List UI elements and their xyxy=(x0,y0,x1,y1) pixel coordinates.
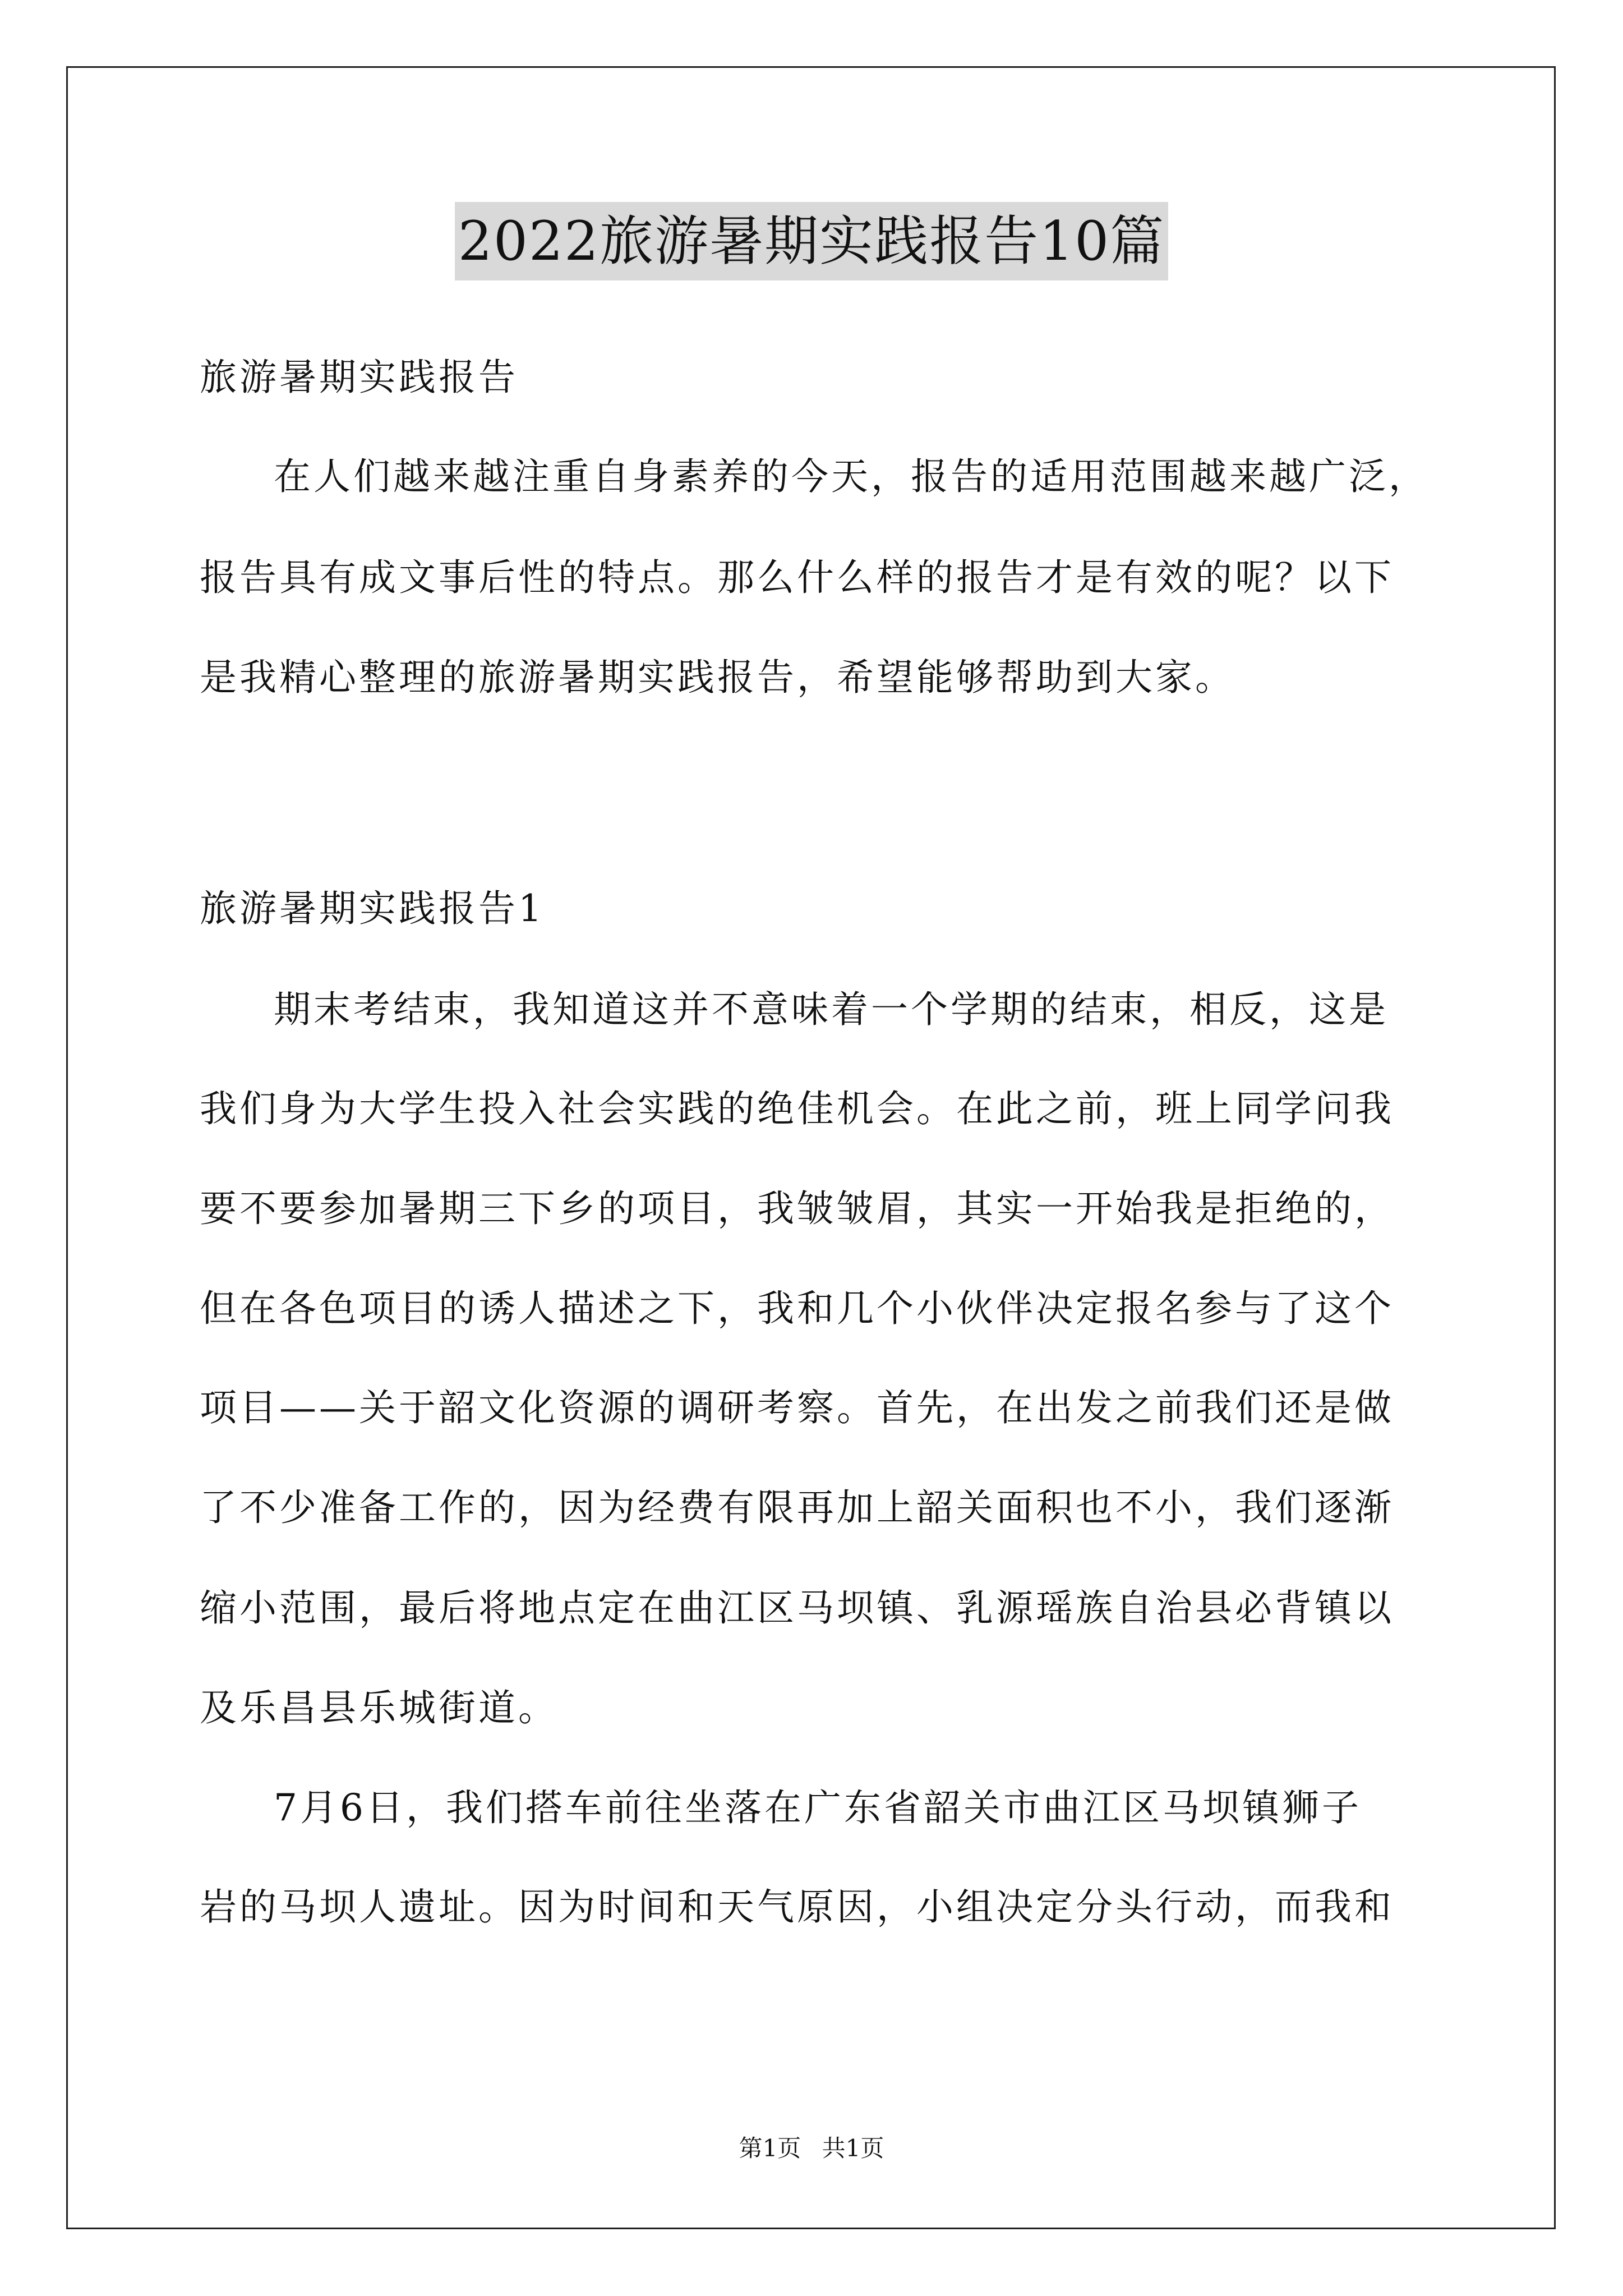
paragraph-line: 及乐昌县乐城街道。 xyxy=(200,1686,558,1729)
paragraph-line: 7月6日，我们搭车前往坐落在广东省韶关市曲江区马坝镇狮子 xyxy=(274,1786,1362,1829)
page-footer xyxy=(0,2132,1623,2165)
paragraph-line: 但在各色项目的诱人描述之下，我和几个小伙伴决定报名参与了这个 xyxy=(200,1287,1394,1330)
document-title: 2022旅游暑期实践报告10篇 xyxy=(455,202,1168,280)
paragraph-line: 期末考结束，我知道这并不意味着一个学期的结束，相反，这是 xyxy=(274,988,1389,1031)
paragraph-line: 岩的马坝人遗址。因为时间和天气原因，小组决定分头行动，而我和 xyxy=(200,1885,1394,1929)
intro-heading: 旅游暑期实践报告 xyxy=(200,356,518,399)
paragraph-line: 缩小范围，最后将地点定在曲江区马坝镇、乳源瑶族自治县必背镇以 xyxy=(200,1586,1394,1630)
title-wrap xyxy=(0,202,1623,280)
intro-line: 是我精心整理的旅游暑期实践报告，希望能够帮助到大家。 xyxy=(200,656,1235,699)
section-heading: 旅游暑期实践报告1 xyxy=(200,887,545,930)
paragraph-line: 了不少准备工作的，因为经费有限再加上韶关面积也不小，我们逐渐 xyxy=(200,1486,1394,1529)
paragraph-line: 要不要参加暑期三下乡的项目，我皱皱眉，其实一开始我是拒绝的， xyxy=(200,1187,1394,1230)
intro-line: 在人们越来越注重自身素养的今天，报告的适用范围越来越广泛， xyxy=(274,455,1428,498)
page-number: 第1页 xyxy=(739,2134,801,2162)
intro-line: 报告具有成文事后性的特点。那么什么样的报告才是有效的呢？以下 xyxy=(200,556,1394,599)
paragraph-line: 项目——关于韶文化资源的调研考察。首先，在出发之前我们还是做 xyxy=(200,1386,1394,1429)
page-total: 共1页 xyxy=(822,2134,884,2162)
paragraph-line: 我们身为大学生投入社会实践的绝佳机会。在此之前，班上同学问我 xyxy=(200,1087,1394,1130)
